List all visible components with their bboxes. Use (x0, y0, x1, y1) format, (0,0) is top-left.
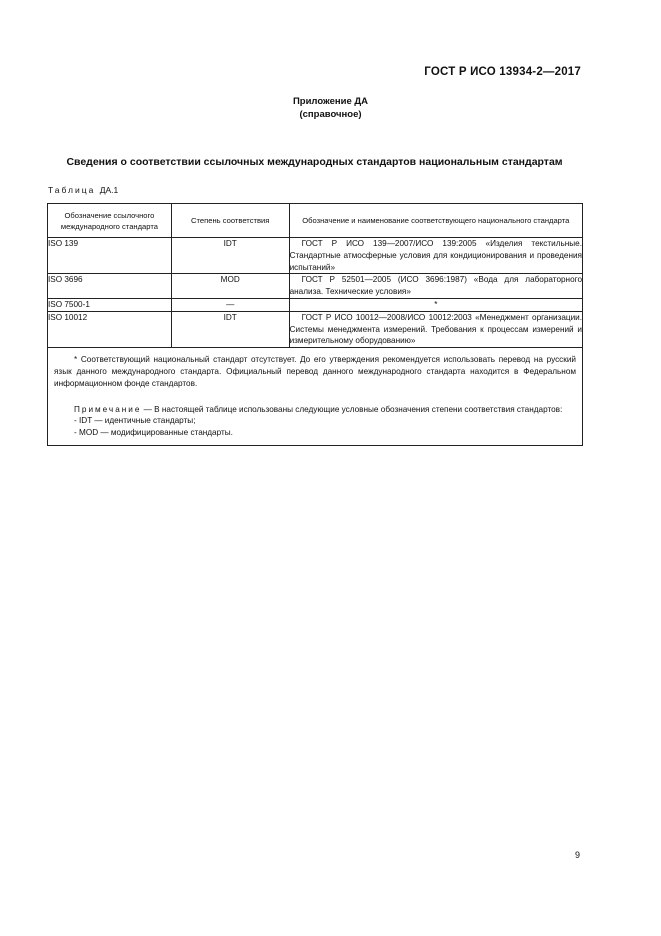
cell-national (289, 274, 582, 299)
table-row (48, 311, 583, 347)
header-degree: Степень соответствия (171, 204, 289, 238)
cell-national (289, 311, 582, 347)
table-row (48, 298, 583, 311)
table-row (48, 274, 583, 299)
header-international-standard: Обозначение ссылочного международного стандарта (48, 204, 172, 238)
note-label: Примечание (74, 404, 142, 414)
table-caption-label: Таблица (48, 185, 96, 195)
page-number: 9 (574, 850, 580, 860)
cell-code: ISO 139 (48, 238, 172, 274)
cell-degree: MOD (171, 274, 289, 299)
table-header-row (48, 204, 583, 238)
cell-code: ISO 7500-1 (48, 298, 172, 311)
table-row (48, 238, 583, 274)
footnote: * Соответствующий национальный стандарт отсутствует. До его утверждения рекомендуется использовать перевод на русский язык данного международного стандарта. Официальный перевод данного международного стандарта находится в Федеральном информационном фонде стандартов. (54, 355, 576, 388)
cell-national (289, 238, 582, 274)
correspondence-table (47, 203, 583, 446)
document-code: ГОСТ Р ИСО 13934-2—2017 (424, 66, 581, 78)
cell-national-text: ГОСТ Р ИСО 10012—2008/ИСО 10012:2003 «Менеджмент организации. Системы менеджмента измерений. Требования к процессам измерений и измерительному оборудованию» (289, 312, 582, 346)
table-caption (48, 185, 118, 195)
note-text: — В настоящей таблице использованы следующие условные обозначения степени соответствия стандартов: (143, 404, 563, 414)
note-item-idt: - IDT — идентичные стандарты; (74, 416, 196, 426)
table-footer-row (48, 348, 583, 446)
cell-national-text: ГОСТ Р ИСО 139—2007/ИСО 139:2005 «Изделия текстильные. Стандартные атмосферные условия для кондиционирования и проведения испытаний» (289, 239, 582, 272)
cell-degree: — (171, 298, 289, 311)
cell-degree: IDT (171, 238, 289, 274)
note (54, 404, 576, 416)
header-national-standard: Обозначение и наименование соответствующего национального стандарта (289, 204, 582, 238)
table-caption-number: ДА.1 (99, 185, 119, 195)
cell-national: * (289, 298, 582, 311)
appendix-subtitle: (справочное) (299, 109, 362, 120)
cell-degree: IDT (171, 311, 289, 347)
note-item-mod: - MOD — модифицированные стандарты. (74, 428, 233, 438)
table-footer (48, 348, 583, 446)
appendix-heading (0, 95, 661, 121)
section-title: Сведения о соответствии ссылочных международных стандартов национальным стандартам (66, 156, 563, 168)
cell-national-text: ГОСТ Р 52501—2005 (ИСО 3696:1987) «Вода для лабораторного анализа. Технические условия» (289, 275, 582, 297)
appendix-title: Приложение ДА (292, 96, 369, 107)
cell-code: ISO 3696 (48, 274, 172, 299)
cell-code: ISO 10012 (48, 311, 172, 347)
